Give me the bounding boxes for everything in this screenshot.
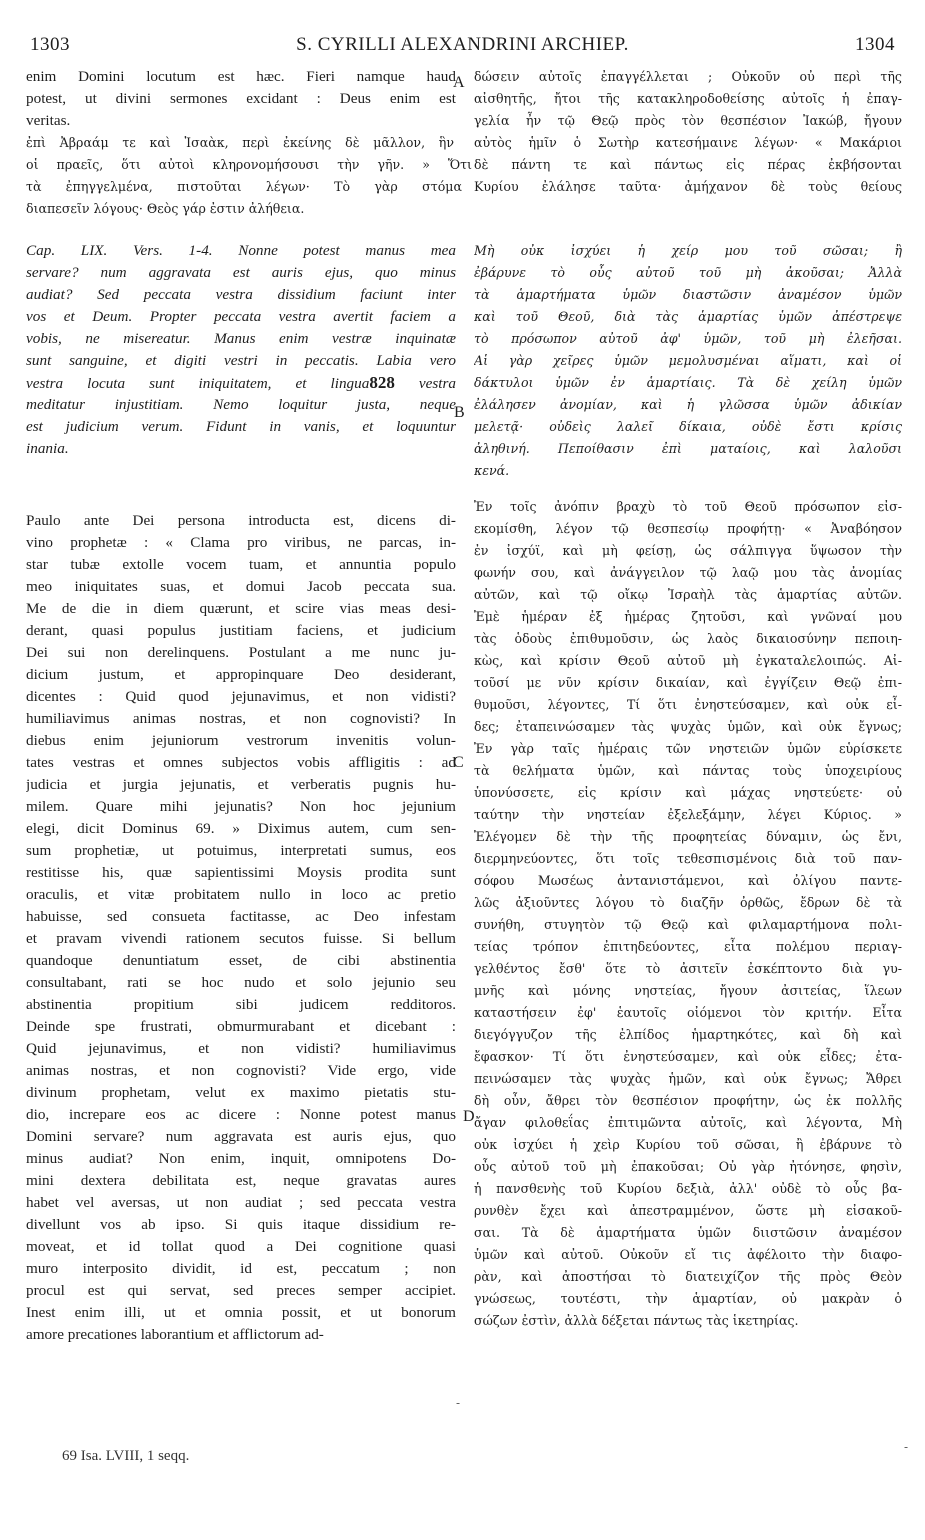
- left-intro-latin: [26, 66, 456, 132]
- text-line: τὰ ἁμαρτήματα ὑμῶν διαστῶσιν ἀναμέσον ὑμῶν: [474, 287, 902, 302]
- text-line: procul est qui servat, sed preces semper accipiet.: [26, 1282, 456, 1299]
- text-line: moveat, et id tollat quod a Dei cognitione quasi: [26, 1238, 456, 1255]
- text-line: amore precationes laborantium et afflictorum ad-: [26, 1326, 324, 1343]
- margin-dash: -: [456, 1396, 461, 1410]
- right-intro-greek: [474, 66, 902, 198]
- page-number-left: 1303: [30, 34, 70, 55]
- text-line: γνώσεως, τουτέστι, τὴν ἁμαρτίαν, οὐ μακρὰν ὁ: [474, 1291, 902, 1306]
- margin-letter-a: A: [453, 74, 465, 91]
- left-lemma: [26, 240, 456, 460]
- margin-letter-d: D: [463, 1108, 475, 1125]
- text-line: judicia et jurgia jejunatis, et verberatis pugnis hu-: [26, 776, 456, 793]
- left-body: [26, 510, 456, 1346]
- text-line: vobis, ne misereatur. Manus enim vestræ inquinatæ: [26, 330, 456, 347]
- text-line: τὰ ἐπηγγελμένα, πιστοῦται λέγων· Τὸ γὰρ στόμα: [26, 179, 462, 194]
- text-line: συνήθη, στυγητὸν τῷ Θεῷ καὶ φιλαμαρτήμονα πολι-: [474, 917, 902, 932]
- running-title: S. CYRILLI ALEXANDRINI ARCHIEP.: [296, 34, 629, 55]
- text-line: Ἐν τοῖς ἀνόπιν βραχὺ τὸ τοῦ Θεοῦ πρόσωπον εἰσ-: [474, 499, 902, 514]
- text-line: quandoque denuntiatum esset, de cibi abstinentia: [26, 952, 456, 969]
- text-line: τὰ θελήματα ὑμῶν, καὶ πάντας τοὺς ὑποχειρίους: [474, 763, 902, 778]
- text-line: milem. Quare mihi jejunatis? Non hoc jejunium: [26, 798, 456, 815]
- margin-letter-c: C: [453, 754, 464, 771]
- text-line: Cap. LIX. Vers. 1-4. Nonne potest manus mea: [26, 242, 456, 259]
- text-line: θυμοῦσι, λέγοντες, Τί ὅτι ἐνηστεύσαμεν, καὶ οὐκ εἶ-: [474, 697, 902, 712]
- text-line: μελετᾷ· οὐδεὶς λαλεῖ δίκαια, οὐδὲ ἔστι κρίσις: [474, 419, 902, 434]
- text-line: οὐκ ἰσχύει ἡ χεὶρ Κυρίου τοῦ σῶσαι, ἢ ἐβάρυνε τὸ: [474, 1137, 902, 1152]
- text-line: inania.: [26, 440, 69, 457]
- text-line: consultabant, rati se hoc nudo et solo jejunio seu: [26, 974, 456, 991]
- text-line: κενά.: [474, 463, 510, 478]
- text-line: Αἱ γὰρ χεῖρες ὑμῶν μεμολυσμέναι αἵματι, καὶ οἱ: [474, 353, 902, 368]
- text-line: tates vestras et omnes subjectos vobis affligitis : ad: [26, 754, 456, 771]
- text-line: vestra: [394, 375, 456, 392]
- text-line: ρυνθὲν ἔχει καὶ ἀπεστραμμένον, ὥστε μὴ εἰσακοῦ-: [474, 1203, 902, 1218]
- text-line: δὴ οὖν, ἄθρει τὸν θεσπέσιον προφήτην, ὡς ἐκ πολλῆς: [474, 1093, 902, 1108]
- text-line: derant, quasi populus justitiam faciens, et judicium: [26, 622, 456, 639]
- text-line: διεγόγγυζον τῆς ἐλπίδος ἡμαρτηκότες, καὶ δὴ καὶ: [474, 1027, 902, 1042]
- text-line: audiat? Sed peccata vestra dissidium faciunt inter: [26, 286, 456, 303]
- text-line: ἐλάλησεν ἀνομίαν, καὶ ἡ γλῶσσα ὑμῶν ἀδικίαν: [474, 397, 902, 412]
- text-line: star tubæ extolle vocem tuam, et annuntia populo: [26, 556, 456, 573]
- text-line: diebus enim jejuniorum vestrorum invenitis volun-: [26, 732, 456, 749]
- text-line: ὑμῶν καὶ αὐτοῦ. Οὐκοῦν εἴ τις ἀφέλοιτο τὴν διαφο-: [474, 1247, 902, 1262]
- text-line: γελθέντος ἔσθ' ὅτε τὸ ἀσιτεῖν ἐσκέπτοντο διὰ γυ-: [474, 961, 902, 976]
- text-line: ἐπὶ Ἀβραάμ τε καὶ Ἰσαὰκ, περὶ ἐκείνης δὲ μᾶλλον, ἣν: [26, 135, 454, 150]
- text-line: restitisse his, quæ sapientissimi Moysis prodita sunt: [26, 864, 456, 881]
- text-line: meditatur injustitiam. Nemo loquitur justa, neque: [26, 396, 456, 413]
- text-line: ὑπονύσσετε, εἰς κρίσιν καὶ μάχας νηστεύετε· οὐ: [474, 785, 902, 800]
- text-line: minus audiat? Non enim, inquit, omnipotens Do-: [26, 1150, 456, 1167]
- text-line: Μὴ οὐκ ἰσχύει ἡ χείρ μου τοῦ σῶσαι; ἢ: [474, 243, 902, 258]
- text-line: divinum prophetam, velut ex maximo pietatis stu-: [26, 1084, 456, 1101]
- text-line: ἔφασκον· Τί ὅτι ἐνηστεύσαμεν, καὶ οὐκ εἶδες; ἐτα-: [474, 1049, 902, 1064]
- text-line: dicentes : Quid quod jejunavimus, et non vidisti?: [26, 688, 456, 705]
- text-line: ἐν ἰσχύϊ, καὶ μὴ φείσῃ, ὡς σάλπιγγα ὕψωσον τὴν: [474, 543, 902, 558]
- right-lemma: [474, 240, 902, 482]
- text-line: muro interposito dividit, id est, peccatum ; non: [26, 1260, 456, 1277]
- text-line: servare? num aggravata est auris ejus, quo minus: [26, 264, 456, 281]
- text-line: δάκτυλοι ὑμῶν ἐν ἁμαρτίαις. Τὰ δὲ χείλη ὑμῶν: [474, 375, 902, 390]
- text-line: κὼς, καὶ κρίσιν Θεοῦ αὐτοῦ μὴ ἐγκαταλελοιπώς. Αἰ-: [474, 653, 902, 668]
- text-line: abstinentia propitium sibi judicem redditoros.: [26, 996, 456, 1013]
- text-line: αὐτῶν, καὶ τῷ οἴκῳ Ἰσραὴλ τὰς ἁμαρτίας αὐτῶν.: [474, 587, 902, 602]
- text-line: πεινώσαμεν τὰς ψυχὰς ἡμῶν, καὶ οὐκ ἔγνως; Ἄθρει: [474, 1071, 902, 1086]
- text-line: ἐβάρυνε τὸ οὖς αὐτοῦ τοῦ μὴ ἀκοῦσαι; Ἀλλὰ: [474, 265, 902, 280]
- text-line: enim Domini locutum est hæc. Fieri namque haud: [26, 68, 456, 85]
- text-line: αἰσθητῆς, ἤτοι τῆς κατακληροδοθείσης αὐτοῖς ἡ ἐπαγ-: [474, 91, 902, 106]
- margin-letter-b: B: [454, 404, 465, 421]
- text-line: et pravam vivendi rationem secutos fuisse. Si bellum: [26, 930, 456, 947]
- text-line: habuisse, sed consueta factitasse, ac Deo infestam: [26, 908, 456, 925]
- text-line: δὲ πάντη τε καὶ πάντως εἰς πέρας ἐκβήσονται: [474, 157, 902, 172]
- text-line: διερμηνεύοντες, ὅτι τοῖς τεθεσπισμένοις διὰ τοῦ παν-: [474, 851, 902, 866]
- column-marker: 828: [369, 373, 395, 392]
- text-line: dicium justum, et appropinquare Deo desiderant,: [26, 666, 456, 683]
- text-line: ρὰν, καὶ ἀποστήσαι τὸ διατειχίζον τῆς πρὸς Θεὸν: [474, 1269, 902, 1284]
- text-line: μνῆς καὶ μόνης νηστείας, ἤγουν ἀσιτείας, ἵλεων: [474, 983, 902, 998]
- text-line: Inest enim illi, ut et omnia possit, et ut bonorum: [26, 1304, 456, 1321]
- text-line: τὸ πρόσωπον αὐτοῦ ἀφ' ὑμῶν, τοῦ μὴ ἐλεῆσαι.: [474, 331, 902, 346]
- text-line: Quid jejunavimus, et non vidisti? humiliavimus: [26, 1040, 456, 1057]
- text-line: ἄγαν φιλοθεΐας ἐπιτιμῶντα αὐτοῖς, καὶ λέγοντα, Μὴ: [474, 1115, 902, 1130]
- text-line: διαπεσεῖν λόγους· Θεὸς γάρ ἐστιν ἀλήθεια.: [26, 201, 305, 216]
- margin-dash: -: [904, 1440, 909, 1454]
- text-line: τοῦσί με νῦν κρίσιν δικαίαν, καὶ ἐγγίζειν Θεῷ ἐπι-: [474, 675, 902, 690]
- text-line: Dei sui non derelinquens. Postulant a me nunc ju-: [26, 644, 456, 661]
- text-line: σώζων ἐστὶν, ἀλλὰ δέξεται πάντως τὰς ἱκετηρίας.: [474, 1313, 799, 1328]
- text-line: εκομίσθη, λέγον τῷ θεσπεσίῳ προφήτῃ· « Ἀναβόησον: [474, 521, 902, 536]
- text-line: δες; ἐταπεινώσαμεν τὰς ψυχὰς ὑμῶν, καὶ οὐκ ἔγνως;: [474, 719, 902, 734]
- text-line: est judicium verum. Fidunt in vanis, et loquuntur: [26, 418, 456, 435]
- lemma-line-with-marker: [26, 372, 456, 394]
- text-line: sum prophetiæ, ut potuimus, interpretati sumus, eos: [26, 842, 456, 859]
- text-line: habet vel aversas, ut non audiat ; sed peccata vestra: [26, 1194, 456, 1211]
- text-line: αὐτὸς ἡμῖν ὁ Σωτὴρ κατεσήμαινε λέγων· « Μακάριοι: [474, 135, 902, 150]
- page-number-right: 1304: [855, 34, 895, 55]
- text-line: ταύτην τὴν νηστείαν ἐξελεξάμην, λέγει Κύριος. »: [474, 807, 902, 822]
- text-line: Κυρίου ἐλάλησε ταῦτα· ἀμήχανον δὲ τοὺς θείους: [474, 179, 902, 194]
- text-line: Ἐμὲ ἡμέραν ἐξ ἡμέρας ζητοῦσι, καὶ γνῶναί μου: [474, 609, 902, 624]
- text-line: mini dextera debilitata est, neque gravatas aures: [26, 1172, 456, 1189]
- text-line: Me de die in diem quærunt, et scire vias meas desi-: [26, 600, 456, 617]
- text-line: vos et Deum. Propter peccata vestra avertit faciem a: [26, 308, 456, 325]
- text-line: σόφου Μωσέως ἀντανιστάμενοι, καὶ ὀλίγου παντε-: [474, 873, 902, 888]
- text-line: sunt sanguine, et digiti vestri in peccatis. Labia vero: [26, 352, 456, 369]
- text-line: animas nostras, et non cognovisti? Vide ergo, vide: [26, 1062, 456, 1079]
- text-line: Ἐλέγομεν δὲ τὴν τῆς προφητείας δύναμιν, ὡς ἔνι,: [474, 829, 902, 844]
- text-line: Deinde spe frustrati, obmurmurabant et dicebant :: [26, 1018, 456, 1035]
- text-line: humiliavimus animas nostras, et non cognovisti? In: [26, 710, 456, 727]
- text-line: καὶ τοῦ Θεοῦ, διὰ τὰς ἁμαρτίας ὑμῶν ἀπέστρεψε: [474, 309, 902, 324]
- text-line: λῶς ἀξιοῦντες λόγου τὸ διαζῆν ὀρθῶς, ἔδρων δὲ τὰ: [474, 895, 902, 910]
- text-line: δώσειν αὐτοῖς ἐπαγγέλλεται ; Οὐκοῦν οὐ περὶ τῆς: [474, 69, 902, 84]
- text-line: ἀληθινή. Πεποίθασιν ἐπὶ ματαίοις, καὶ λαλοῦσι: [474, 441, 902, 456]
- text-line: Ἐν γὰρ ταῖς ἡμέραις τῶν νηστειῶν ὑμῶν εὑρίσκετε: [474, 741, 902, 756]
- text-line: οὖς αὐτοῦ τοῦ μὴ ἐπακοῦσαι; Οὐ γὰρ ἠτόνησε, φησὶν,: [474, 1159, 902, 1174]
- text-line: potest, ut divini sermones excidant : Deus enim est: [26, 90, 456, 107]
- text-line: Domini servare? num aggravata est auris ejus, quo: [26, 1128, 456, 1145]
- text-line: γελία ἦν τῷ Θεῷ πρὸς τὸν θεσπέσιον Ἰακώβ, ἤγουν: [474, 113, 902, 128]
- text-line: dio, increpare eos ac dicere : Nonne potest manus: [26, 1106, 456, 1123]
- text-line: vestra locuta sunt iniquitatem, et lingua: [26, 375, 370, 392]
- text-line: oraculis, et vitæ probitatem nullo in loco ac pretio: [26, 886, 456, 903]
- text-line: φωνήν σου, καὶ ἀνάγγειλον τῷ λαῷ μου τὰς ἀνομίας: [474, 565, 902, 580]
- footnote: 69 Isa. LVIII, 1 seqq.: [62, 1448, 190, 1464]
- text-line: elegi, dicit Dominus 69. » Diximus autem, cum sen-: [26, 820, 456, 837]
- running-header: [0, 34, 925, 58]
- text-line: τὰς ὁδοὺς ἐπιθυμοῦσιν, ὡς λαὸς δικαιοσύνην πεποιη-: [474, 631, 902, 646]
- text-line: σαι. Τὰ δὲ ἁμαρτήματα ὑμῶν διιστῶσιν ἀναμέσον: [474, 1225, 902, 1240]
- text-line: veritas.: [26, 112, 71, 129]
- text-line: Paulo ante Dei persona introducta est, dicens di-: [26, 512, 456, 529]
- text-line: meo iniquitates suas, et domui Jacob peccata sua.: [26, 578, 456, 595]
- right-body: [474, 496, 902, 1332]
- text-line: τείας τρόπον ἐπιτηδεύοντες, εἶτα πολέμου περιαγ-: [474, 939, 902, 954]
- text-line: ἡ πανσθενὴς τοῦ Κυρίου δεξιὰ, ἀλλ' οὐδὲ τὸ οὖς βα-: [474, 1181, 902, 1196]
- text-line: οἱ πραεῖς, ὅτι αὐτοὶ κληρονομήσουσι τὴν γῆν. » Ὅτι: [26, 157, 472, 172]
- text-line: καταστήσειν ἐφ' ἑαυτοῖς οἰόμενοι τὸν κριτήν. Εἶτα: [474, 1005, 902, 1020]
- text-line: vino prophetæ : « Clama pro viribus, ne parcas, in-: [26, 534, 456, 551]
- text-line: divellunt vos ab ipso. Si quis itaque dissidium re-: [26, 1216, 456, 1233]
